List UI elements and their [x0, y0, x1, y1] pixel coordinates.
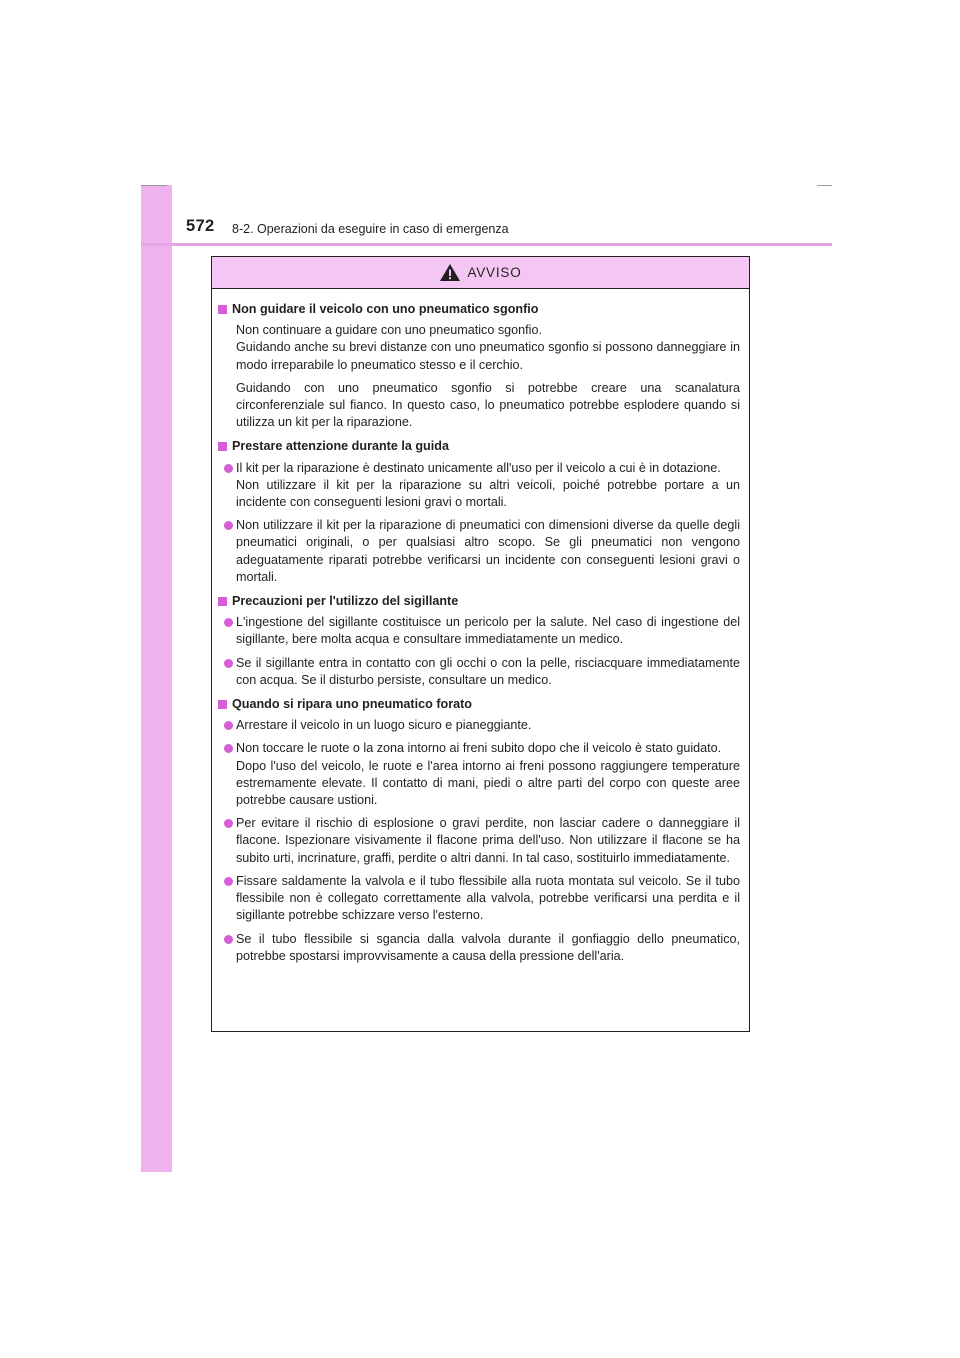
- round-bullet-icon: [224, 935, 233, 944]
- warning-section: [218, 438, 740, 586]
- warning-title: AVVISO: [467, 265, 522, 280]
- paragraph: [236, 322, 740, 374]
- warning-header: [212, 257, 749, 289]
- bullet-line: Se il sigillante entra in contatto con gli occhi o con la pelle, risciacquare immediatamente con acqua. Se il disturbo persiste, consultare un medico.: [236, 655, 740, 687]
- square-bullet-icon: [218, 442, 227, 451]
- section-heading: [218, 696, 740, 713]
- warning-section: [218, 301, 740, 431]
- square-bullet-icon: [218, 597, 227, 606]
- paragraph-line: Guidando anche su brevi distanze con uno pneumatico sgonfio si possono danneggiare in modo irreparabile lo pneumatico stesso e il cerchio.: [236, 340, 740, 372]
- round-bullet-icon: [224, 721, 233, 730]
- bullet-item: [224, 931, 740, 965]
- paragraph: [236, 380, 740, 432]
- side-color-strip: [141, 185, 172, 1172]
- bullet-line: Non utilizzare il kit per la riparazione di pneumatici con dimensioni diverse da quelle degli pneumatici originali, o per qualsiasi altro scopo. Se gli pneumatici non vengono adeguatamente riparati potrebbe verificarsi un incidente con conseguenti lesioni gravi o mortali.: [236, 518, 740, 584]
- bullet-item: [224, 873, 740, 925]
- bullet-item: [224, 815, 740, 867]
- warning-section: [218, 696, 740, 965]
- bullet-line: L'ingestione del sigillante costituisce un pericolo per la salute. Nel caso di ingestione del sigillante, bere molta acqua e consultare immediatamente un medico.: [236, 615, 740, 647]
- warning-section: [218, 593, 740, 689]
- header-rule: [141, 243, 832, 246]
- page-number: 572: [186, 217, 215, 235]
- section-heading-text: Non guidare il veicolo con uno pneumatico sgonfio: [232, 302, 539, 316]
- bullet-item: [224, 614, 740, 648]
- section-heading-text: Quando si ripara uno pneumatico forato: [232, 697, 473, 712]
- bullet-line: Se il tubo flessibile si sgancia dalla valvola durante il gonfiaggio dello pneumatico, potrebbe spostarsi improvvisamente a causa della pressione dell'aria.: [236, 931, 740, 963]
- section-heading: [218, 301, 740, 318]
- warning-triangle-icon: [439, 263, 461, 282]
- section-heading: [218, 438, 740, 455]
- round-bullet-icon: [224, 877, 233, 886]
- bullet-line: Il kit per la riparazione è destinato unicamente all'uso per il veicolo a cui è in dotazione.: [236, 460, 721, 475]
- bullet-line: Fissare saldamente la valvola e il tubo flessibile alla ruota montata sul veicolo. Se il tubo flessibile non è collegato correttamente alla valvola, potrebbe verificarsi una perdita e il sigillante potrebbe schizzare verso l'esterno.: [236, 873, 740, 923]
- round-bullet-icon: [224, 464, 233, 473]
- square-bullet-icon: [218, 700, 227, 709]
- crop-mark: [141, 185, 167, 186]
- section-heading-text: Prestare attenzione durante la guida: [232, 439, 449, 454]
- bullet-line: Non toccare le ruote o la zona intorno ai freni subito dopo che il veicolo è stato guidato.: [236, 741, 722, 756]
- warning-box: [211, 256, 750, 1032]
- section-heading: [218, 593, 740, 610]
- crop-mark: [817, 185, 832, 186]
- warning-body: [212, 289, 749, 965]
- bullet-item: [224, 740, 740, 809]
- paragraph-line: Non continuare a guidare con uno pneumatico sgonfio.: [236, 323, 542, 338]
- bullet-line: Non utilizzare il kit per la riparazione su altri veicoli, poiché potrebbe portare a un incidente con conseguenti lesioni gravi o mortali.: [236, 477, 740, 510]
- round-bullet-icon: [224, 819, 233, 828]
- bullet-item: [224, 655, 740, 689]
- round-bullet-icon: [224, 521, 233, 530]
- bullet-item: [224, 460, 740, 512]
- paragraph-line: Guidando con uno pneumatico sgonfio si potrebbe creare una scanalatura circonferenziale sul fianco. In questo caso, lo pneumatico potrebbe esplodere quando si utilizza un kit per la riparazione.: [236, 380, 740, 430]
- round-bullet-icon: [224, 659, 233, 668]
- bullet-line: Dopo l'uso del veicolo, le ruote e l'area intorno ai freni possono raggiungere temperature estremamente elevate. Il contatto di mani, piedi o altre parti del corpo con queste aree potrebbe causare ustioni.: [236, 758, 740, 808]
- bullet-item: [224, 717, 740, 734]
- bullet-line: Per evitare il rischio di esplosione o gravi perdite, non lasciar cadere o danneggiare il flacone. Ispezionare visivamente il flacone prima dell'uso. Non utilizzare il flacone se ha subito urti, incrinature, graffi, perdite o altri danni. In tal caso, sostituirlo immediatamente.: [236, 816, 740, 865]
- round-bullet-icon: [224, 744, 233, 753]
- round-bullet-icon: [224, 618, 233, 627]
- section-title: 8-2. Operazioni da eseguire in caso di emergenza: [232, 222, 509, 236]
- section-heading-text: Precauzioni per l'utilizzo del sigillante: [232, 594, 459, 609]
- bullet-item: [224, 517, 740, 586]
- square-bullet-icon: [218, 305, 227, 314]
- bullet-line: Arrestare il veicolo in un luogo sicuro e pianeggiante.: [236, 718, 532, 733]
